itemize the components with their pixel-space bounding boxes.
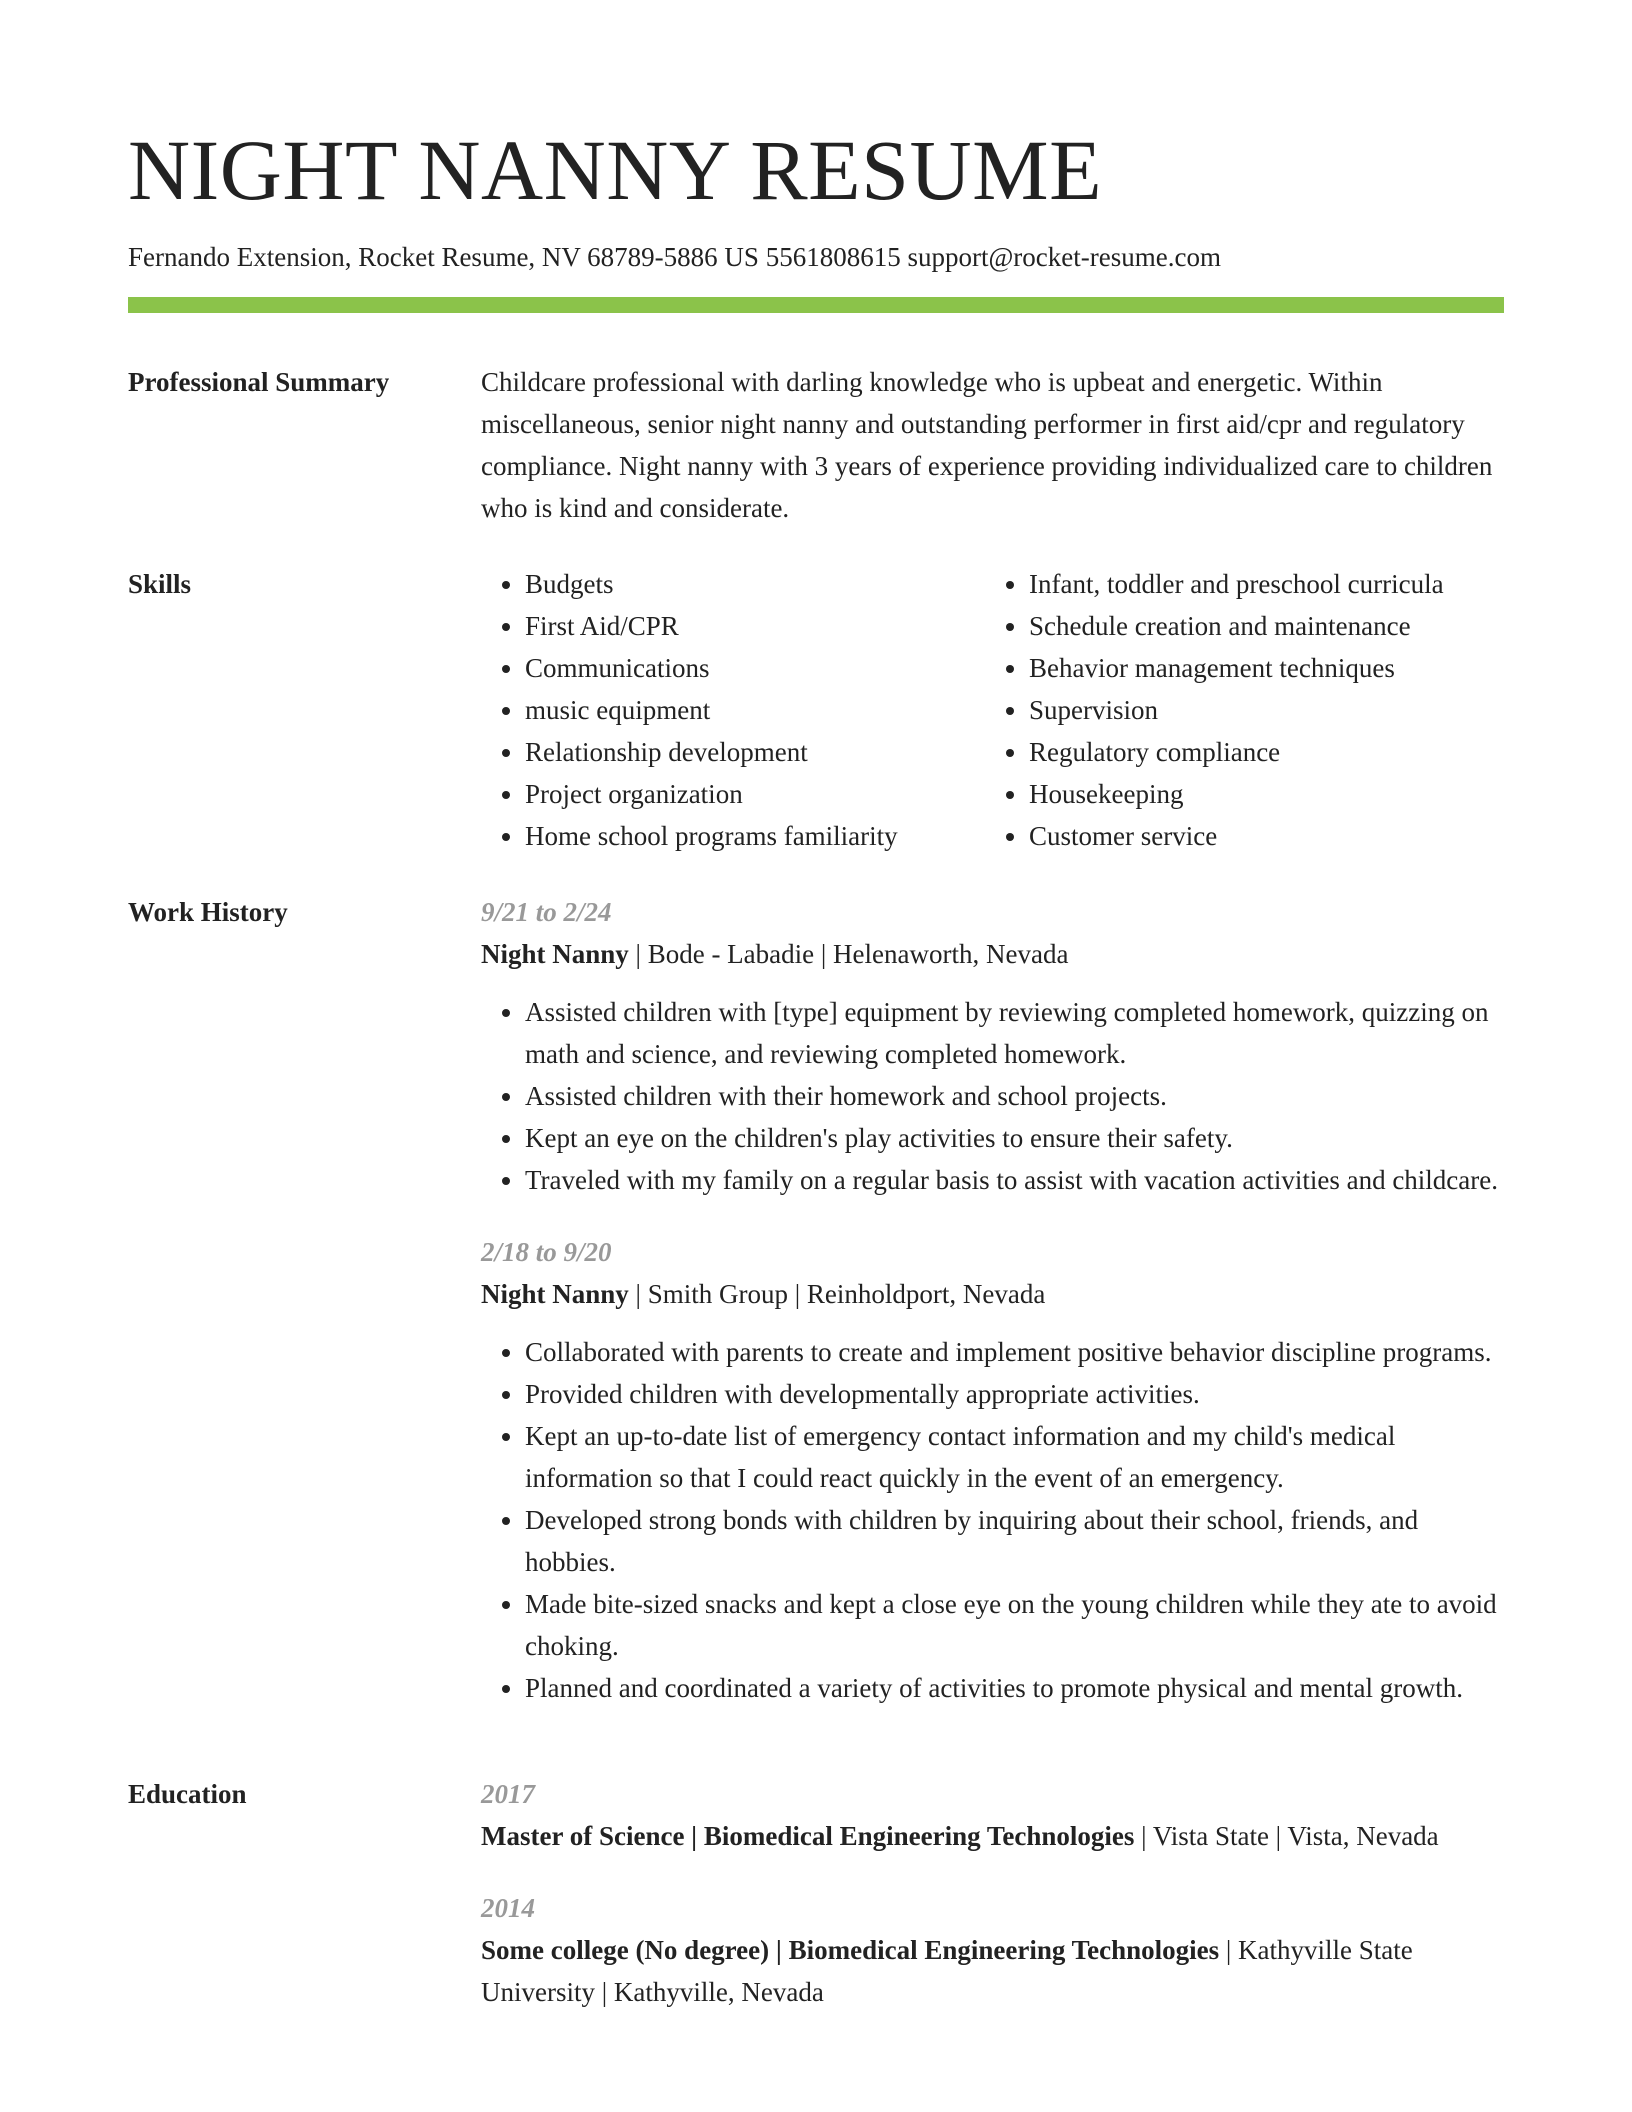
work-history-section	[128, 891, 1504, 1739]
contact-line: Fernando Extension, Rocket Resume, NV 68789-5886 US 5561808615 support@rocket-resume.com	[128, 242, 1221, 272]
education-entry	[481, 1887, 1504, 2013]
skills-list-left	[481, 563, 985, 857]
summary-heading: Professional Summary	[128, 367, 390, 397]
job-bullet: • Kept an eye on the children's play activities to ensure their safety.	[525, 1117, 1504, 1159]
resume-title: NIGHT NANNY RESUME	[128, 122, 1103, 218]
education-line	[481, 1929, 1504, 2013]
skill-item: • Schedule creation and maintenance	[1029, 605, 1504, 647]
summary-text: Childcare professional with darling knowledge who is upbeat and energetic. Within miscellaneous, senior night nanny and outstanding performer in first aid/cpr and regulatory compliance. Night nanny with 3 years of experience providing individualized care to children who is kind and considerate.	[481, 367, 1493, 523]
skill-item: • Home school programs familiarity	[525, 815, 985, 857]
skill-item: • Behavior management techniques	[1029, 647, 1504, 689]
education-line	[481, 1815, 1504, 1857]
job-details: | Bode - Labadie | Helenaworth, Nevada	[628, 939, 1069, 969]
education-degree: Master of Science | Biomedical Engineering Technologies	[481, 1821, 1135, 1851]
skill-item: • Budgets	[525, 563, 985, 605]
job-dates: 2/18 to 9/20	[481, 1237, 612, 1267]
skills-section	[128, 563, 1504, 857]
education-section	[128, 1773, 1504, 2043]
job-bullet: • Planned and coordinated a variety of activities to promote physical and mental growth.	[525, 1667, 1504, 1709]
education-degree: Some college (No degree) | Biomedical Engineering Technologies	[481, 1935, 1220, 1965]
job-bullet: • Made bite-sized snacks and kept a close eye on the young children while they ate to avoid choking.	[525, 1583, 1504, 1667]
skill-item: • Relationship development	[525, 731, 985, 773]
education-entry	[481, 1773, 1504, 1857]
job-details: | Smith Group | Reinholdport, Nevada	[628, 1279, 1046, 1309]
education-year: 2017	[481, 1779, 535, 1809]
job-entry	[481, 891, 1504, 1201]
job-bullet: • Kept an up-to-date list of emergency contact information and my child's medical information so that I could react quickly in the event of an emergency.	[525, 1415, 1504, 1499]
job-title: Night Nanny	[481, 939, 629, 969]
skill-item: • Infant, toddler and preschool curricula	[1029, 563, 1504, 605]
job-bullet: • Assisted children with their homework and school projects.	[525, 1075, 1504, 1117]
skill-item: • Supervision	[1029, 689, 1504, 731]
skill-item: • Project organization	[525, 773, 985, 815]
skill-item: • Communications	[525, 647, 985, 689]
job-bullet: • Developed strong bonds with children by inquiring about their school, friends, and hobbies.	[525, 1499, 1504, 1583]
education-heading: Education	[128, 1779, 247, 1809]
job-entry	[481, 1231, 1504, 1709]
skill-item: • music equipment	[525, 689, 985, 731]
job-bullets	[481, 991, 1504, 1201]
job-role-line	[481, 933, 1504, 975]
job-bullet: • Collaborated with parents to create and implement positive behavior discipline programs.	[525, 1331, 1504, 1373]
header-divider	[128, 297, 1504, 313]
job-bullet: • Provided children with developmentally appropriate activities.	[525, 1373, 1504, 1415]
job-bullet: • Assisted children with [type] equipment by reviewing completed homework, quizzing on math and science, and reviewing completed homework.	[525, 991, 1504, 1075]
job-bullets	[481, 1331, 1504, 1709]
job-role-line	[481, 1273, 1504, 1315]
skills-heading: Skills	[128, 569, 192, 599]
skills-list-right	[985, 563, 1504, 857]
education-details: | Vista State | Vista, Nevada	[1134, 1821, 1439, 1851]
skill-item: • Housekeeping	[1029, 773, 1504, 815]
education-year: 2014	[481, 1893, 535, 1923]
job-bullet: • Traveled with my family on a regular basis to assist with vacation activities and childcare.	[525, 1159, 1504, 1201]
summary-section	[128, 361, 1504, 529]
job-dates: 9/21 to 2/24	[481, 897, 612, 927]
skill-item: • Customer service	[1029, 815, 1504, 857]
job-title: Night Nanny	[481, 1279, 629, 1309]
skill-item: • Regulatory compliance	[1029, 731, 1504, 773]
education-details: | Kathyville State University | Kathyville, Nevada	[481, 1935, 1413, 2007]
work-history-heading: Work History	[128, 897, 288, 927]
skill-item: • First Aid/CPR	[525, 605, 985, 647]
